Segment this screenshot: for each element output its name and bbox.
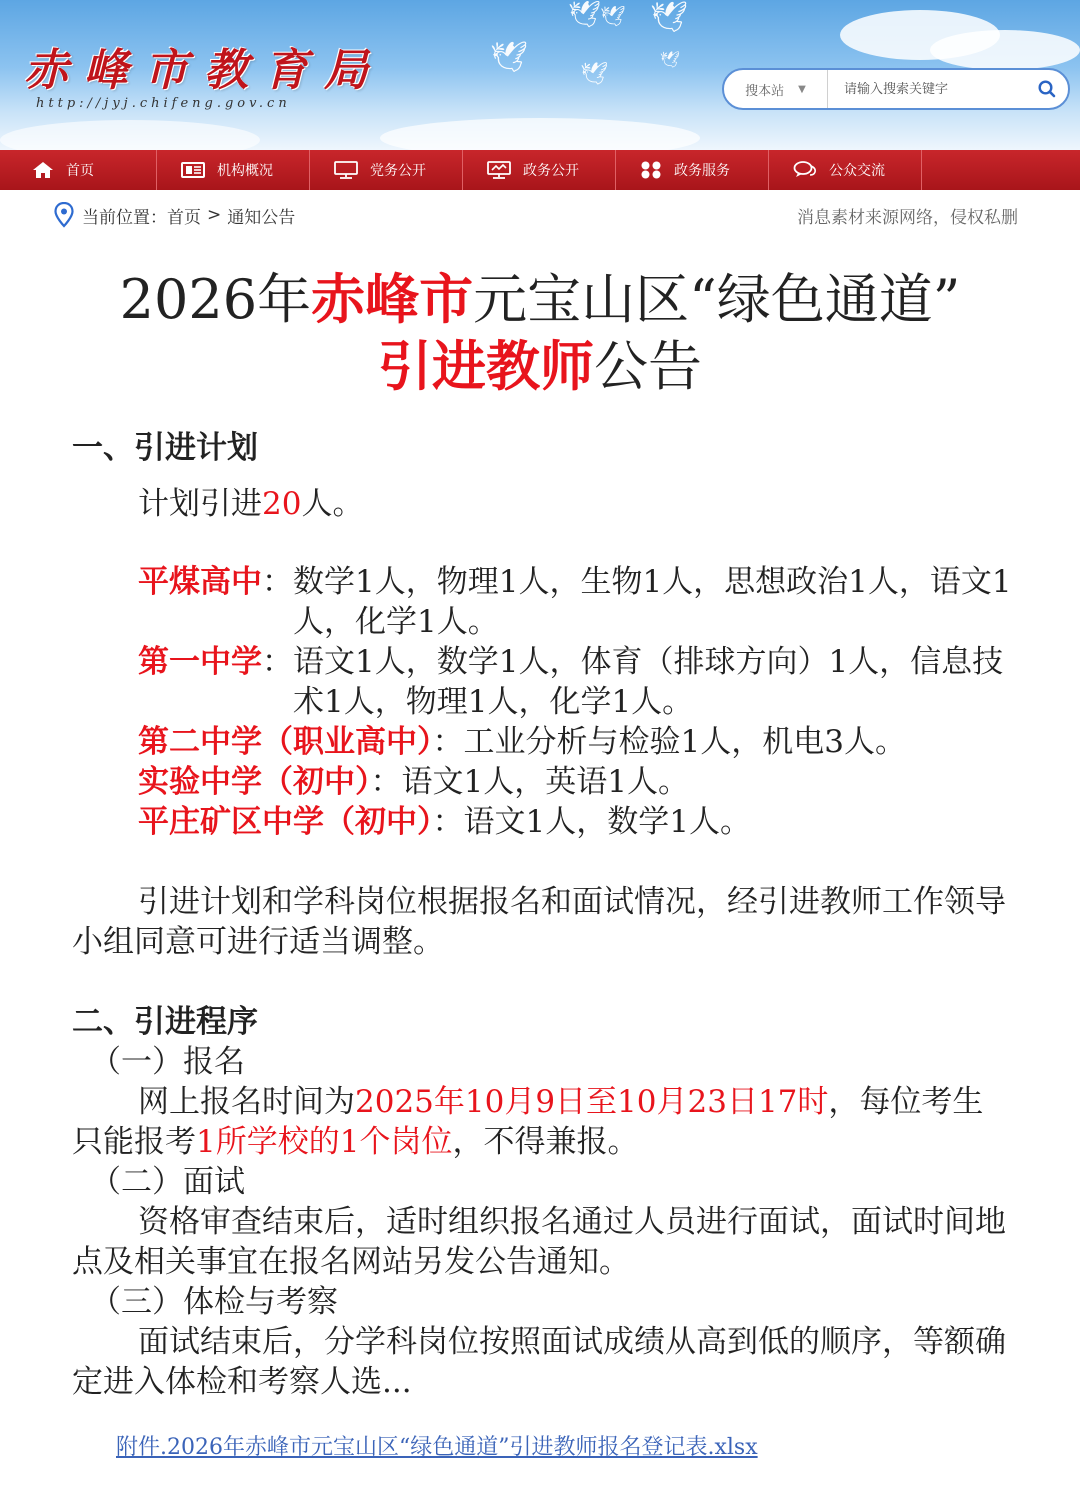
- breadcrumb-bar: [0, 190, 1080, 240]
- search-scope-label: 搜本站: [745, 83, 785, 99]
- section-heading: 二、引进程序: [72, 1004, 258, 1040]
- title-line-1: [0, 266, 1080, 333]
- cloud-decoration: [0, 120, 260, 150]
- dove-icon: 🕊: [490, 40, 529, 75]
- search-input[interactable]: [828, 82, 1026, 97]
- breadcrumb: [54, 202, 295, 228]
- list-item: [72, 762, 1012, 802]
- plan-note: 引进计划和学科岗位根据报名和面试情况，经引进教师工作领导小组同意可进行适当调整。: [72, 884, 1006, 960]
- search-icon: [1038, 80, 1056, 98]
- main-nav: [0, 150, 1080, 190]
- nav-item-label: 政务公开: [523, 163, 579, 179]
- school-name: 实验中学（初中）: [138, 764, 371, 800]
- dove-icon: 🕊: [580, 62, 608, 87]
- nav-item-label: 政务服务: [674, 163, 730, 179]
- school-subjects: 语文1人，数学1人。: [463, 804, 751, 840]
- dove-icon: 🕊: [660, 50, 681, 69]
- grid-icon: [640, 161, 662, 179]
- page-title: [0, 266, 1080, 400]
- subsection-heading: （三）体检与考察: [90, 1284, 338, 1320]
- school-name: 第一中学: [138, 644, 262, 680]
- plan-count: 20: [262, 486, 302, 522]
- title-line-2: [0, 333, 1080, 400]
- nav-item-gov[interactable]: [463, 150, 616, 190]
- plan-text: 人。: [301, 486, 364, 522]
- breadcrumb-current-link[interactable]: 通知公告: [227, 207, 296, 228]
- article-body: [72, 428, 1012, 1402]
- cloud-decoration: [930, 30, 1080, 70]
- school-name: 第二中学（职业高中）: [138, 724, 433, 760]
- dove-icon: 🕊: [600, 4, 626, 28]
- list-item: [72, 802, 1012, 842]
- org-icon: [181, 161, 205, 179]
- nav-item-public[interactable]: [769, 150, 922, 190]
- subsection-heading: （二）面试: [90, 1164, 245, 1200]
- source-note: 消息素材来源网络，侵权私删: [797, 207, 1018, 228]
- registration-paragraph: [72, 1082, 1012, 1162]
- list-item: [72, 642, 1012, 722]
- chevron-down-icon: ▼: [798, 83, 806, 95]
- school-colon: ：: [262, 564, 293, 600]
- registration-text: ，不得兼报。: [452, 1124, 639, 1160]
- school-name: 平煤高中: [138, 564, 262, 600]
- location-pin-icon: [54, 202, 74, 228]
- gov-icon: [487, 161, 511, 179]
- nav-item-home[interactable]: [0, 150, 157, 190]
- school-colon: ：: [432, 804, 464, 840]
- registration-text: 网上报名时间为: [138, 1084, 355, 1120]
- nav-item-org[interactable]: [157, 150, 310, 190]
- school-subjects: 工业分析与检验1人，机电3人。: [463, 724, 906, 760]
- nav-item-label: 首页: [66, 163, 94, 179]
- list-item: [72, 562, 1012, 642]
- nav-item-label: 机构概况: [217, 163, 273, 179]
- cloud-decoration: [380, 118, 700, 150]
- title-text: 公告: [594, 335, 702, 398]
- school-colon: ：: [262, 644, 293, 680]
- breadcrumb-prefix: 当前位置：: [82, 207, 167, 228]
- nav-item-label: 党务公开: [370, 163, 426, 179]
- nav-item-service[interactable]: [616, 150, 769, 190]
- subsection-heading: （一）报名: [90, 1044, 245, 1080]
- registration-text: ，每位考生只能报考: [72, 1084, 984, 1160]
- school-subjects: 语文1人，英语1人。: [401, 764, 689, 800]
- header-banner: [0, 0, 1080, 150]
- breadcrumb-home-link[interactable]: 首页: [167, 207, 201, 228]
- school-subjects: 语文1人，数学1人，体育（排球方向）1人，信息技术1人，物理1人，化学1人。: [293, 644, 1004, 720]
- dove-icon: 🕊: [568, 0, 602, 30]
- search-scope-select[interactable]: [724, 70, 828, 108]
- search-button[interactable]: [1026, 70, 1068, 108]
- search-box: [722, 68, 1070, 110]
- nav-item-party[interactable]: [310, 150, 463, 190]
- exam-paragraph: 面试结束后，分学科岗位按照面试成绩从高到低的顺序，等额确定进入体检和考察人选...: [72, 1324, 1006, 1400]
- nav-item-label: 公众交流: [829, 163, 885, 179]
- dove-icon: 🕊: [650, 0, 689, 35]
- title-text: 元宝山区“绿色通道”: [473, 268, 961, 331]
- school-list: [72, 562, 1012, 842]
- list-item: [72, 722, 1012, 762]
- monitor-icon: [334, 161, 358, 179]
- plan-text: 计划引进: [138, 486, 262, 522]
- title-highlight: 赤峰市: [311, 267, 474, 331]
- title-highlight: 引进教师: [378, 334, 594, 398]
- breadcrumb-separator: >: [207, 205, 222, 225]
- site-logo[interactable]: 赤峰市教育局: [24, 45, 384, 96]
- home-icon: [32, 161, 54, 179]
- school-subjects: 数学1人，物理1人，生物1人，思想政治1人，语文1人，化学1人。: [293, 564, 1012, 640]
- section-heading: 一、引进计划: [72, 430, 258, 466]
- school-colon: ：: [432, 724, 464, 760]
- school-colon: ：: [370, 764, 402, 800]
- attachment-link[interactable]: 附件.2026年赤峰市元宝山区“绿色通道”引进教师报名登记表.xlsx: [116, 1435, 758, 1460]
- site-url: http://jyj.chifeng.gov.cn: [36, 96, 291, 111]
- school-name: 平庄矿区中学（初中）: [138, 804, 433, 840]
- registration-limit: 1所学校的1个岗位: [196, 1124, 453, 1160]
- title-text: 2026年: [119, 268, 312, 331]
- chat-icon: [793, 161, 817, 179]
- interview-paragraph: 资格审查结束后，适时组织报名通过人员进行面试，面试时间地点及相关事宜在报名网站另发公告通知。: [72, 1204, 1006, 1280]
- plan-summary: [72, 484, 1012, 524]
- registration-time: 2025年10月9日至10月23日17时: [355, 1084, 829, 1120]
